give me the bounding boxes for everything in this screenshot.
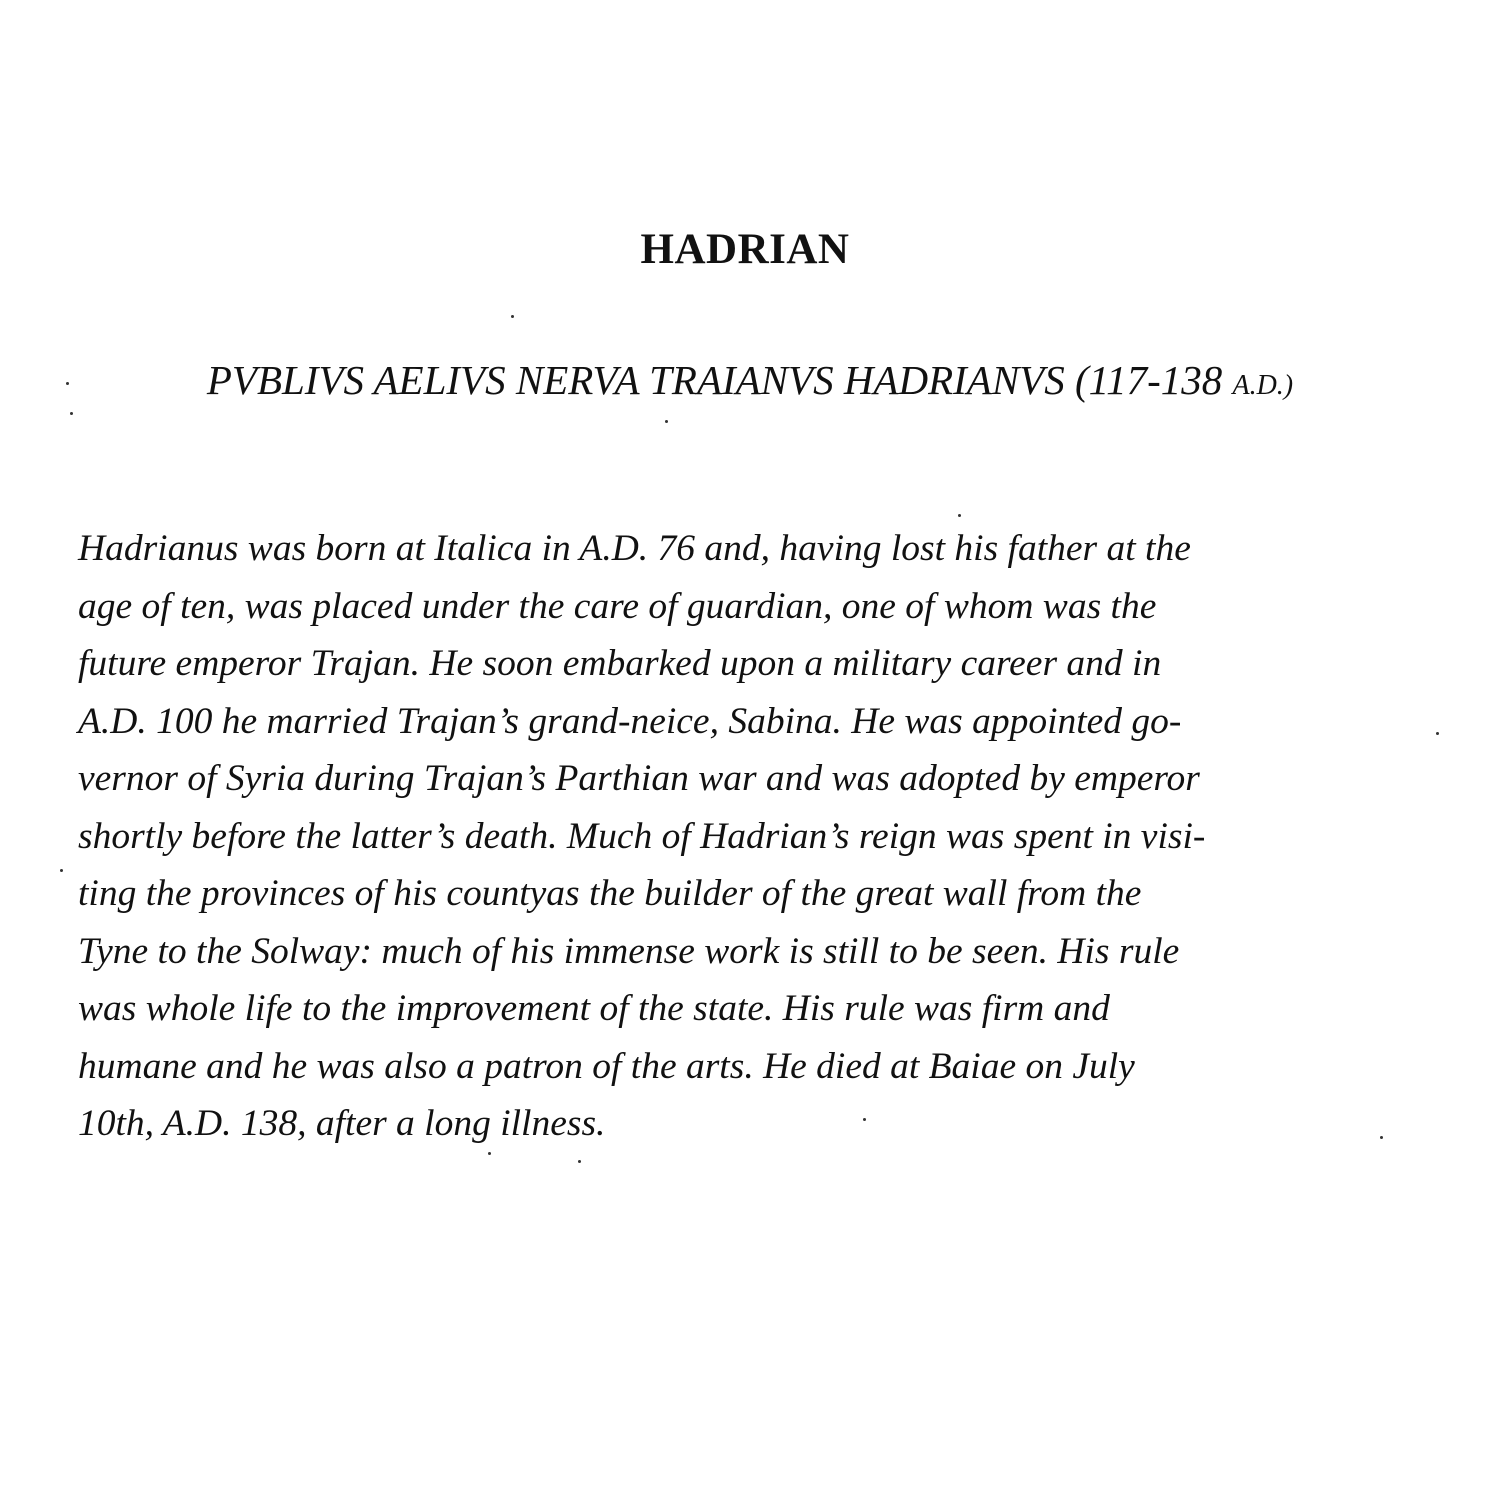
paragraph-line: Hadrianus was born at Italica in A.D. 76 and, having lost his father at the [78, 528, 1191, 569]
scan-speck [665, 420, 668, 423]
paragraph-line: humane and he was also a patron of the arts. He died at Baiae on July [78, 1045, 1135, 1087]
scan-speck [1380, 1136, 1383, 1139]
paragraph-line: vernor of Syria during Trajan’s Parthian war and was adopted by emperor [78, 758, 1200, 799]
scan-speck [958, 514, 961, 517]
biography-paragraph [78, 520, 1418, 1153]
paragraph-line: future emperor Trajan. He soon embarked upon a military career and in [78, 643, 1162, 684]
page-subtitle [0, 352, 1500, 414]
paragraph-line: was whole life to the improvement of the state. His rule was firm and [78, 988, 1110, 1029]
scan-speck [863, 1118, 866, 1121]
scan-speck [60, 869, 63, 872]
subtitle-era: A.D.) [1232, 370, 1294, 401]
subtitle-name: PVBLIVS AELIVS NERVA TRAIANVS HADRIANVS (117-138 [206, 357, 1223, 403]
scan-speck [488, 1152, 491, 1155]
scan-speck [1436, 732, 1439, 735]
paragraph-line: A.D. 100 he married Trajan’s grand-neice, Sabina. He was appointed go- [78, 700, 1182, 742]
scan-speck [578, 1160, 581, 1163]
scan-speck [511, 315, 514, 318]
paragraph-line: shortly before the latter’s death. Much of Hadrian’s reign was spent in visi- [78, 815, 1206, 857]
paragraph-line: Tyne to the Solway: much of his immense work is still to be seen. His rule [78, 930, 1180, 972]
scan-speck [66, 382, 69, 385]
paragraph-line: ting the provinces of his countyas the builder of the great wall from the [78, 873, 1142, 914]
scan-speck [70, 412, 73, 415]
paragraph-line: age of ten, was placed under the care of guardian, one of whom was the [78, 585, 1157, 627]
page-title: HADRIAN [640, 226, 850, 273]
paragraph-line: 10th, A.D. 138, after a long illness. [78, 1103, 606, 1144]
